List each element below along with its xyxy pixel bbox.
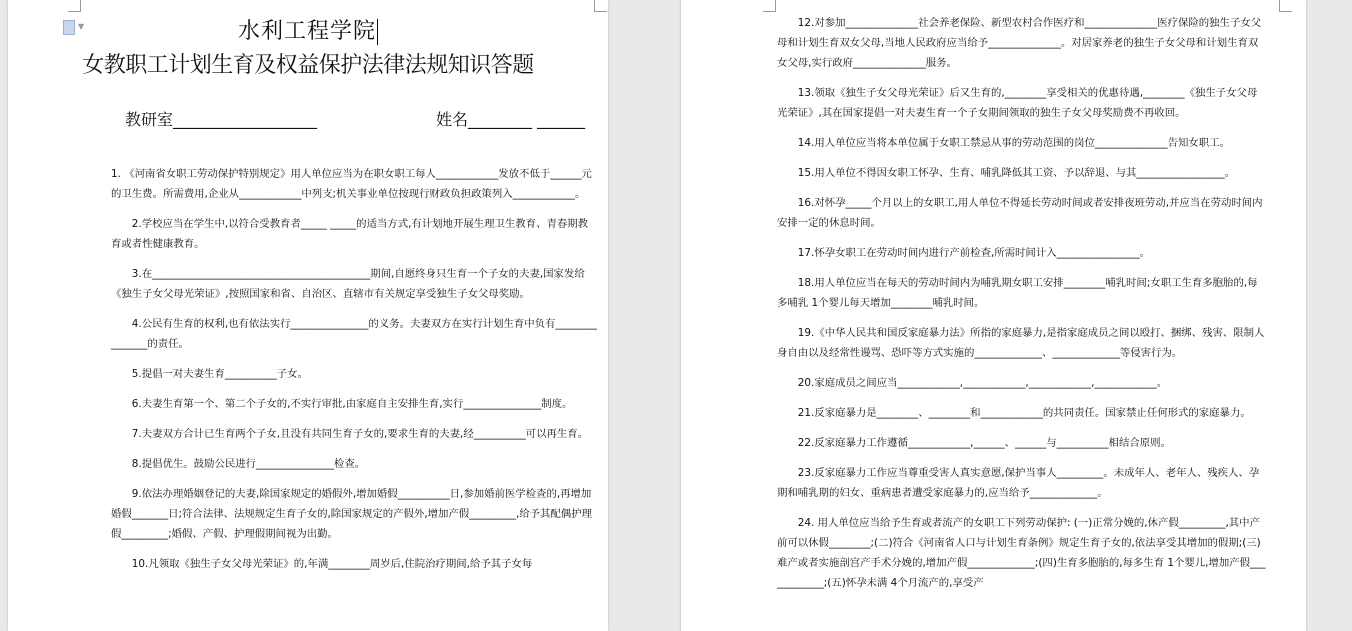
question-item: 4.公民有生育的权利,也有依法实行_______________的义务。夫妻双方在实行计划生育中负有_______________的责任。 [111, 318, 598, 350]
margin-corner-mark [763, 0, 776, 12]
margin-corner-mark [68, 0, 81, 12]
question-item: 21.反家庭暴力是________、________和____________的共同责任。国家禁止任何形式的家庭暴力。 [797, 407, 1251, 419]
margin-corner-mark [594, 0, 607, 12]
document-page-right [681, 0, 1306, 631]
question-item: 14.用人单位应当将本单位属于女职工禁忌从事的劳动范围的岗位______________告知女职工。 [797, 137, 1230, 149]
question-item: 19.《中华人民共和国反家庭暴力法》所指的家庭暴力,是指家庭成员之间以殴打、捆绑、残害、限制人身自由以及经常性谩骂、恐吓等方式实施的_____________、_____________等侵害行为。 [777, 327, 1265, 359]
question-item: 24. 用人单位应当给予生育或者流产的女职工下列劳动保护: (一)正常分娩的,休产假_________,其中产前可以休假________;(二)符合《河南省人口与计划生育条例》规定生育子女的,依法享受其增加的假期;(三)难产或者实施剖宫产手术分娩的,增加产假_____________;(四)生育多胞胎的,每多生育 1个婴儿,增加产假____________;(五)怀孕未满 4个月流产的,享受产 [777, 517, 1266, 589]
question-item: 12.对参加______________社会养老保险、新型农村合作医疗和______________医疗保险的独生子女父母和计划生育双女父母,当地人民政府应当给予______________。对居家养老的独生子女父母和计划生育双女父母,实行政府______________服务。 [777, 17, 1262, 69]
question-item: 18.用人单位应当在每天的劳动时间内为哺乳期女职工安排________哺乳时间;女职工生育多胞胎的,每多哺乳 1个婴儿每天增加________哺乳时间。 [777, 277, 1258, 309]
question-item: 17.怀孕女职工在劳动时间内进行产前检查,所需时间计入________________。 [797, 247, 1151, 259]
question-item: 15.用人单位不得因女职工怀孕、生育、哺乳降低其工资、予以辞退、与其_________________。 [797, 167, 1236, 179]
question-item: 20.家庭成员之间应当____________,____________,____________,____________。 [797, 377, 1168, 389]
question-item: 8.提倡优生。鼓励公民进行_______________检查。 [131, 458, 366, 470]
question-item: 7.夫妻双方合计已生育两个子女,且没有共同生育子女的,要求生育的夫妻,经__________可以再生育。 [131, 428, 589, 440]
question-item: 22.反家庭暴力工作遵循____________,______、______与__________相结合原则。 [797, 437, 1171, 449]
question-list-left [111, 164, 598, 584]
question-item: 3.在__________________________________________期间,自愿终身只生育一个子女的夫妻,国家发给《独生子女父母光荣证》,按照国家和省、自治区、直辖市有关规定享受独生子女父母奖励。 [111, 268, 585, 300]
question-item: 23.反家庭暴力工作应当尊重受害人真实意愿,保护当事人_________。未成年人、老年人、残疾人、孕期和哺乳期的妇女、重病患者遭受家庭暴力的,应当给予_____________。 [777, 467, 1260, 499]
question-item: 10.凡领取《独生子女父母光荣证》的,年满________周岁后,住院治疗期间,给予其子女每 [131, 558, 533, 570]
document-subtitle: 女教职工计划生育及权益保护法律法规知识答题 [82, 53, 534, 78]
question-item: 2.学校应当在学生中,以符合受教育者_____ _____的适当方式,有计划地开展生理卫生教育、青春期教育或者性健康教育。 [111, 218, 589, 250]
document-title [8, 14, 608, 45]
question-item: 5.提倡一对夫妻生育__________子女。 [131, 368, 308, 380]
chevron-down-icon: ▼ [78, 22, 85, 31]
question-item: 1. 《河南省女职工劳动保护特别规定》用人单位应当为在职女职工每人____________发放不低于______元的卫生费。所需费用,企业从____________中列支;机关事业单位按现行财政负担政策列入____________。 [111, 168, 592, 200]
department-field: 教研室__________________ [125, 110, 318, 129]
document-title-text: 水利工程学院 [237, 19, 376, 44]
margin-corner-mark [1279, 0, 1292, 12]
question-item: 16.对怀孕_____个月以上的女职工,用人单位不得延长劳动时间或者安排夜班劳动,并应当在劳动时间内安排一定的休息时间。 [777, 197, 1263, 229]
question-item: 9.依法办理婚姻登记的夫妻,除国家规定的婚假外,增加婚假__________日,参加婚前医学检查的,再增加婚假_______日;符合法律、法规规定生育子女的,除国家规定的产假外,增加产假_________,给予其配偶护理假_________;婚假、产假、护理假期间视为出勤。 [111, 488, 592, 540]
text-cursor [377, 19, 378, 45]
question-item: 13.领取《独生子女父母光荣证》后又生育的,________享受相关的优惠待遇,________《独生子女父母光荣证》,其在国家提倡一对夫妻生育一个子女期间领取的独生子女父母奖励费不再收回。 [777, 87, 1258, 119]
document-page-left [8, 0, 608, 631]
question-item: 6.夫妻生育第一个、第二个子女的,不实行审批,由家庭自主安排生育,实行_______________制度。 [131, 398, 573, 410]
question-list-right [777, 13, 1266, 603]
name-field: 姓名________ ______ [436, 110, 586, 129]
